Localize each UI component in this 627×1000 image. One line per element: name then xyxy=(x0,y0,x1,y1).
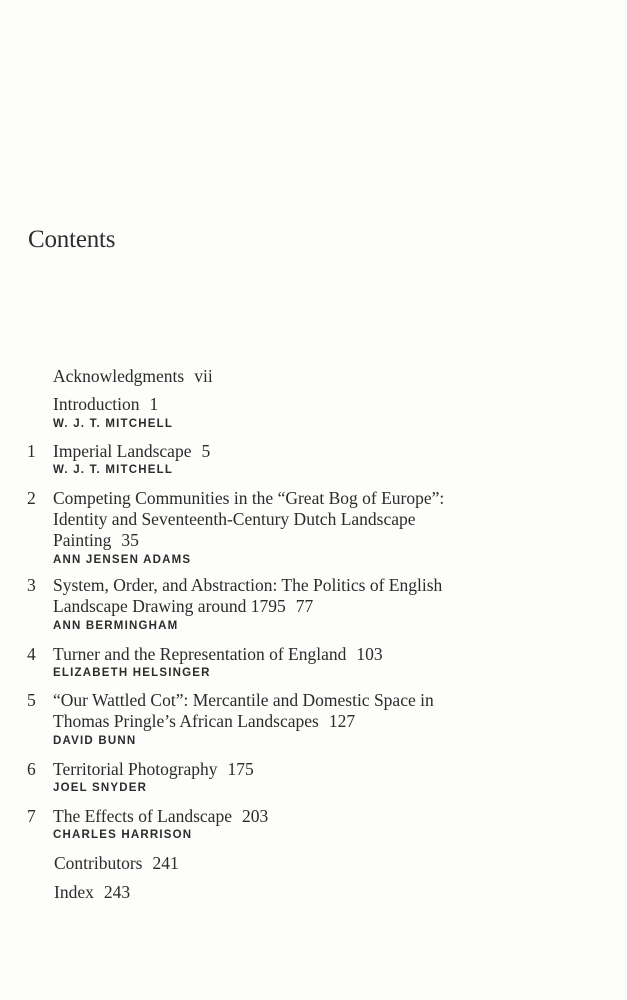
entry-title-line: Contributors xyxy=(54,853,143,873)
entry-title xyxy=(53,690,573,732)
entry-title-line: Landscape Drawing around 1795 xyxy=(53,596,286,616)
entry-page-number: 203 xyxy=(241,806,269,826)
entry-title-line: Turner and the Representation of England xyxy=(53,644,347,664)
entry-page-number: 241 xyxy=(152,853,179,873)
chapter-number: 3 xyxy=(27,575,36,595)
entry-author: ANN BERMINGHAM xyxy=(53,620,179,632)
chapter-number: 5 xyxy=(27,690,36,710)
entry-title-line: Index xyxy=(54,882,94,902)
entry-title xyxy=(53,644,573,665)
entry-page-number: 35 xyxy=(121,530,139,550)
entry-author: W. J. T. MITCHELL xyxy=(53,418,174,430)
entry-author: CHARLES HARRISON xyxy=(53,829,193,841)
entry-title xyxy=(53,441,573,462)
entry-author: ELIZABETH HELSINGER xyxy=(53,667,211,679)
entry-author: DAVID BUNN xyxy=(53,735,137,747)
entry-title-line: Identity and Seventeenth-Century Dutch Landscape xyxy=(53,509,416,529)
page-title: Contents xyxy=(28,226,116,253)
entry-page-number: 175 xyxy=(227,759,254,779)
entry-title xyxy=(53,806,573,827)
entry-title xyxy=(53,366,573,387)
entry-page-number: 1 xyxy=(149,394,159,414)
entry-title-line: Introduction xyxy=(53,394,140,414)
chapter-number: 1 xyxy=(27,441,36,461)
entry-title-line: The Effects of Landscape xyxy=(53,806,232,826)
chapter-number: 4 xyxy=(27,644,36,664)
entry-title xyxy=(53,575,573,617)
entry-title-line: System, Order, and Abstraction: The Politics of English xyxy=(53,575,443,595)
entry-page-number: 5 xyxy=(201,441,211,461)
entry-page-number: vii xyxy=(194,366,213,386)
entry-title xyxy=(54,853,574,874)
chapter-number: 7 xyxy=(27,806,36,826)
entry-title-line: Acknowledgments xyxy=(53,366,185,386)
entry-page-number: 103 xyxy=(356,644,383,664)
entry-author: W. J. T. MITCHELL xyxy=(53,464,174,476)
entry-author: ANN JENSEN ADAMS xyxy=(53,554,192,566)
chapter-number: 2 xyxy=(27,488,36,508)
entry-title-line: “Our Wattled Cot”: Mercantile and Domestic Space in xyxy=(53,690,434,710)
entry-title xyxy=(53,759,573,780)
entry-title-line: Territorial Photography xyxy=(53,759,218,779)
entry-title-line: Painting xyxy=(53,530,112,550)
entry-title-line: Thomas Pringle’s African Landscapes xyxy=(53,711,319,731)
entry-page-number: 77 xyxy=(295,596,314,616)
chapter-number: 6 xyxy=(27,759,36,779)
entry-author: JOEL SNYDER xyxy=(53,782,148,794)
entry-title xyxy=(54,882,574,903)
entry-title-line: Imperial Landscape xyxy=(53,441,192,461)
entry-page-number: 127 xyxy=(328,711,356,731)
entry-title xyxy=(53,488,573,551)
entry-title xyxy=(53,394,573,415)
entry-title-line: Competing Communities in the “Great Bog of Europe”: xyxy=(53,488,445,508)
entry-page-number: 243 xyxy=(103,882,131,902)
